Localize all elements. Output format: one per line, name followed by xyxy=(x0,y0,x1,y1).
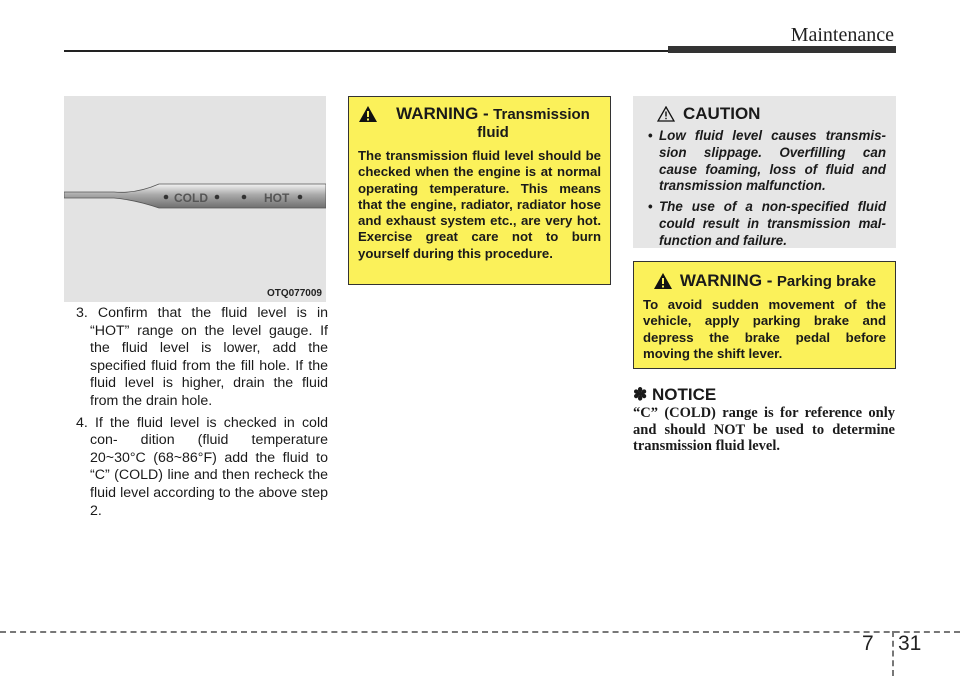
warning-body: The transmission fluid level should be checked when the engine is at normal operating temperature. This means that the engine, radiator, radiator hose and exhaust system etc., are very hot. Exercise great care not to burn yourself during this procedure. xyxy=(358,148,601,261)
caution-title: CAUTION xyxy=(683,104,761,123)
page-number-divider xyxy=(892,631,894,676)
warning-heading xyxy=(643,272,886,291)
caution-icon xyxy=(657,106,675,122)
notice-icon: ✽ xyxy=(633,385,648,404)
warning-transmission-fluid xyxy=(348,96,611,285)
warning-title: Parking brake xyxy=(776,273,877,290)
caution-box xyxy=(633,96,896,248)
caution-item: • The use of a non-specified fluid could result in transmission mal- function and failure. xyxy=(643,199,886,249)
warning-title: Transmission fluid xyxy=(477,106,590,141)
step-3: 3. Confirm that the fluid level is in “HOT” range on the level gauge. If the fluid level is lower, add the specified fluid from the fill hole. If the fluid level is higher, drain the fluid from the drain hole. xyxy=(76,305,328,409)
warning-body: To avoid sudden movement of the vehicle, apply parking brake and depress the brake pedal before moving the shift lever. xyxy=(643,297,886,361)
caution-item: • Low fluid level causes transmis- sion slippage. Overfilling can cause foaming, loss of fluid and transmission malfunction. xyxy=(643,128,886,195)
page-number: 31 xyxy=(898,632,922,655)
chapter-number: 7 xyxy=(862,632,874,655)
notice-title: NOTICE xyxy=(651,385,717,404)
step-4: 4. If the fluid level is checked in cold con- dition (fluid temperature 20~30°C (68~86°F) add the fluid to “C” (COLD) line and then recheck the fluid level according to the above step 2. xyxy=(76,414,328,519)
warning-parking-brake xyxy=(633,261,896,369)
caution-heading xyxy=(657,104,886,124)
dipstick-illustration xyxy=(64,96,326,302)
dipstick-hot-mark: HOT xyxy=(264,191,290,205)
footer-rule xyxy=(0,631,960,633)
warning-icon xyxy=(358,105,378,123)
notice-body: “C” (COLD) range is for reference only and should NOT be used to determine transmission fluid level. xyxy=(633,405,895,455)
figure-code: OTQ077009 xyxy=(266,288,322,299)
procedure-steps xyxy=(76,305,328,524)
warning-icon xyxy=(653,272,673,290)
caution-list xyxy=(643,128,886,250)
dipstick-cold-mark: COLD xyxy=(174,191,208,205)
dipstick-figure xyxy=(64,96,326,302)
warning-heading xyxy=(358,105,601,142)
warning-prefix: WARNING - xyxy=(679,271,773,290)
header-rule-accent xyxy=(668,46,896,53)
notice-heading xyxy=(633,385,716,405)
warning-prefix: WARNING - xyxy=(396,104,489,123)
header-rule xyxy=(64,50,674,52)
section-title: Maintenance xyxy=(790,24,894,46)
